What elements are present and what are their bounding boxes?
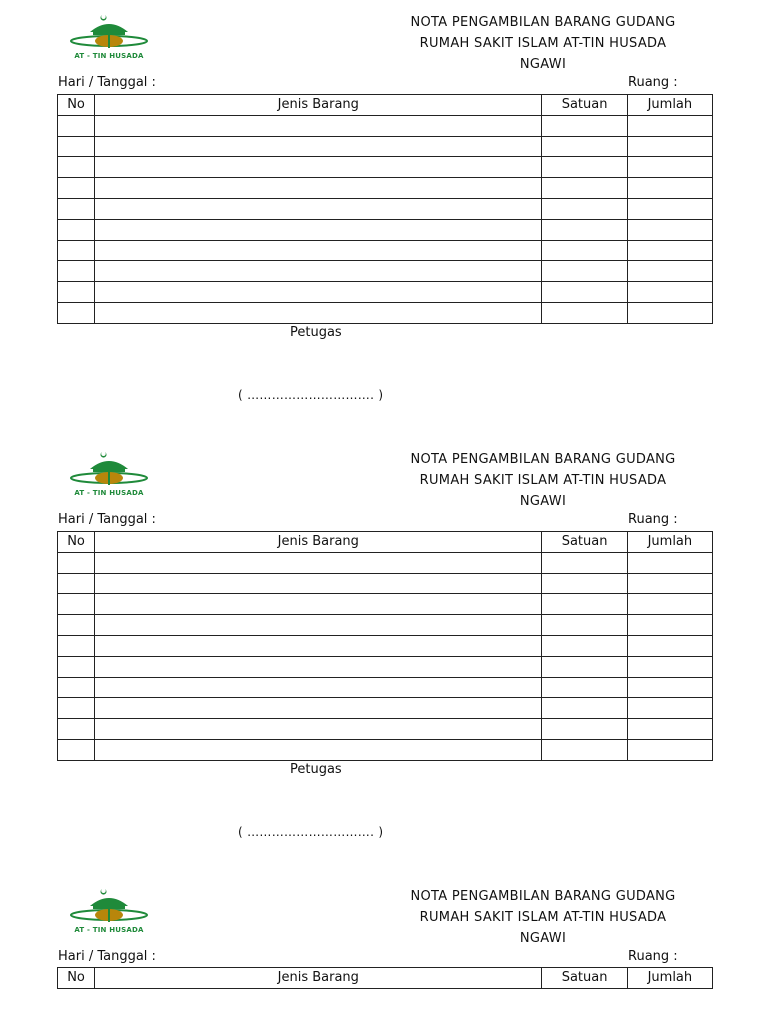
table-body <box>58 115 713 323</box>
table-row <box>58 115 713 136</box>
cell-no[interactable] <box>58 219 95 240</box>
cell-satuan[interactable] <box>542 282 627 303</box>
cell-no[interactable] <box>58 698 95 719</box>
cell-jumlah[interactable] <box>627 115 712 136</box>
cell-satuan[interactable] <box>542 719 627 740</box>
title-line-2: RUMAH SAKIT ISLAM AT-TIN HUSADA <box>419 910 667 925</box>
table-row <box>58 282 713 303</box>
table-row <box>58 739 713 760</box>
cell-no[interactable] <box>58 136 95 157</box>
cell-jenis-barang[interactable] <box>95 198 542 219</box>
cell-jenis-barang[interactable] <box>95 677 542 698</box>
title-line-1: NOTA PENGAMBILAN BARANG GUDANG <box>410 15 676 30</box>
cell-satuan[interactable] <box>542 656 627 677</box>
header-satuan: Satuan <box>542 532 627 553</box>
cell-jenis-barang[interactable] <box>95 219 542 240</box>
table-row <box>58 698 713 719</box>
form-title <box>340 12 746 75</box>
table-row <box>58 594 713 615</box>
cell-jenis-barang[interactable] <box>95 739 542 760</box>
cell-satuan[interactable] <box>542 219 627 240</box>
table-row <box>58 157 713 178</box>
cell-jumlah[interactable] <box>627 573 712 594</box>
table-row <box>58 719 713 740</box>
cell-satuan[interactable] <box>542 261 627 282</box>
cell-satuan[interactable] <box>542 615 627 636</box>
cell-jumlah[interactable] <box>627 219 712 240</box>
cell-jenis-barang[interactable] <box>95 240 542 261</box>
cell-jenis-barang[interactable] <box>95 115 542 136</box>
cell-jumlah[interactable] <box>627 136 712 157</box>
form-title <box>340 886 746 949</box>
cell-jenis-barang[interactable] <box>95 656 542 677</box>
cell-no[interactable] <box>58 635 95 656</box>
table-row <box>58 677 713 698</box>
table-body <box>58 552 713 760</box>
cell-no[interactable] <box>58 739 95 760</box>
cell-satuan[interactable] <box>542 573 627 594</box>
cell-no[interactable] <box>58 552 95 573</box>
table-row <box>58 615 713 636</box>
table-row <box>58 573 713 594</box>
items-table <box>57 94 713 324</box>
cell-satuan[interactable] <box>542 178 627 199</box>
header-no: No <box>58 968 95 989</box>
header-satuan: Satuan <box>542 95 627 116</box>
cell-jenis-barang[interactable] <box>95 261 542 282</box>
cell-jenis-barang[interactable] <box>95 157 542 178</box>
hari-tanggal-label: Hari / Tanggal : <box>58 512 156 527</box>
title-line-1: NOTA PENGAMBILAN BARANG GUDANG <box>410 452 676 467</box>
cell-no[interactable] <box>58 178 95 199</box>
cell-jumlah[interactable] <box>627 698 712 719</box>
ruang-label: Ruang : <box>628 75 678 90</box>
cell-satuan[interactable] <box>542 157 627 178</box>
ruang-label: Ruang : <box>628 512 678 527</box>
cell-satuan[interactable] <box>542 739 627 760</box>
cell-jenis-barang[interactable] <box>95 719 542 740</box>
cell-jumlah[interactable] <box>627 282 712 303</box>
cell-satuan[interactable] <box>542 698 627 719</box>
cell-jenis-barang[interactable] <box>95 282 542 303</box>
cell-jumlah[interactable] <box>627 635 712 656</box>
title-line-1: NOTA PENGAMBILAN BARANG GUDANG <box>410 889 676 904</box>
cell-jumlah[interactable] <box>627 677 712 698</box>
cell-jenis-barang[interactable] <box>95 552 542 573</box>
hari-tanggal-label: Hari / Tanggal : <box>58 75 156 90</box>
ruang-label: Ruang : <box>628 949 678 964</box>
cell-jumlah[interactable] <box>627 157 712 178</box>
cell-no[interactable] <box>58 198 95 219</box>
title-line-3: NGAWI <box>519 931 567 946</box>
cell-satuan[interactable] <box>542 240 627 261</box>
cell-no[interactable] <box>58 240 95 261</box>
header-jenis-barang: Jenis Barang <box>95 968 542 989</box>
cell-no[interactable] <box>58 719 95 740</box>
header-jumlah: Jumlah <box>627 968 712 989</box>
cell-jumlah[interactable] <box>627 615 712 636</box>
cell-jenis-barang[interactable] <box>95 594 542 615</box>
table-header-row <box>58 532 713 553</box>
cell-jumlah[interactable] <box>627 198 712 219</box>
cell-no[interactable] <box>58 573 95 594</box>
cell-no[interactable] <box>58 157 95 178</box>
table-row <box>58 302 713 323</box>
header-satuan: Satuan <box>542 968 627 989</box>
cell-satuan[interactable] <box>542 198 627 219</box>
cell-jenis-barang[interactable] <box>95 635 542 656</box>
logo-text: AT - TIN HUSADA <box>74 926 144 934</box>
table-row <box>58 136 713 157</box>
table-row <box>58 198 713 219</box>
signature-line: ( …………………………. ) <box>238 388 384 402</box>
table-row <box>58 219 713 240</box>
cell-no[interactable] <box>58 282 95 303</box>
table-row <box>58 240 713 261</box>
petugas-label: Petugas <box>290 762 342 777</box>
cell-jenis-barang[interactable] <box>95 698 542 719</box>
cell-jumlah[interactable] <box>627 261 712 282</box>
cell-no[interactable] <box>58 615 95 636</box>
cell-satuan[interactable] <box>542 115 627 136</box>
cell-jenis-barang[interactable] <box>95 302 542 323</box>
cell-jumlah[interactable] <box>627 178 712 199</box>
cell-jumlah[interactable] <box>627 719 712 740</box>
header-no: No <box>58 95 95 116</box>
table-header-row <box>58 95 713 116</box>
title-line-2: RUMAH SAKIT ISLAM AT-TIN HUSADA <box>419 36 667 51</box>
cell-satuan[interactable] <box>542 302 627 323</box>
cell-no[interactable] <box>58 594 95 615</box>
header-no: No <box>58 532 95 553</box>
cell-jumlah[interactable] <box>627 240 712 261</box>
cell-jenis-barang[interactable] <box>95 573 542 594</box>
title-line-3: NGAWI <box>519 494 567 509</box>
cell-satuan[interactable] <box>542 594 627 615</box>
table-row <box>58 552 713 573</box>
table-header-row <box>58 968 713 989</box>
header-jumlah: Jumlah <box>627 95 712 116</box>
signature-line: ( …………………………. ) <box>238 825 384 839</box>
cell-satuan[interactable] <box>542 136 627 157</box>
table-row <box>58 635 713 656</box>
items-table <box>57 531 713 761</box>
title-line-2: RUMAH SAKIT ISLAM AT-TIN HUSADA <box>419 473 667 488</box>
cell-no[interactable] <box>58 302 95 323</box>
petugas-label: Petugas <box>290 325 342 340</box>
cell-no[interactable] <box>58 656 95 677</box>
cell-no[interactable] <box>58 677 95 698</box>
cell-no[interactable] <box>58 261 95 282</box>
header-jumlah: Jumlah <box>627 532 712 553</box>
cell-jumlah[interactable] <box>627 552 712 573</box>
cell-satuan[interactable] <box>542 677 627 698</box>
cell-jumlah[interactable] <box>627 302 712 323</box>
hari-tanggal-label: Hari / Tanggal : <box>58 949 156 964</box>
cell-jenis-barang[interactable] <box>95 136 542 157</box>
header-jenis-barang: Jenis Barang <box>95 532 542 553</box>
table-row <box>58 261 713 282</box>
cell-satuan[interactable] <box>542 635 627 656</box>
title-line-3: NGAWI <box>519 57 567 72</box>
cell-no[interactable] <box>58 115 95 136</box>
cell-jenis-barang[interactable] <box>95 615 542 636</box>
logo-text: AT - TIN HUSADA <box>74 52 144 60</box>
cell-satuan[interactable] <box>542 552 627 573</box>
cell-jenis-barang[interactable] <box>95 178 542 199</box>
cell-jumlah[interactable] <box>627 739 712 760</box>
logo-text: AT - TIN HUSADA <box>74 489 144 497</box>
header-jenis-barang: Jenis Barang <box>95 95 542 116</box>
cell-jumlah[interactable] <box>627 594 712 615</box>
cell-jumlah[interactable] <box>627 656 712 677</box>
form-title <box>340 449 746 512</box>
items-table <box>57 967 713 989</box>
table-row <box>58 178 713 199</box>
table-row <box>58 656 713 677</box>
